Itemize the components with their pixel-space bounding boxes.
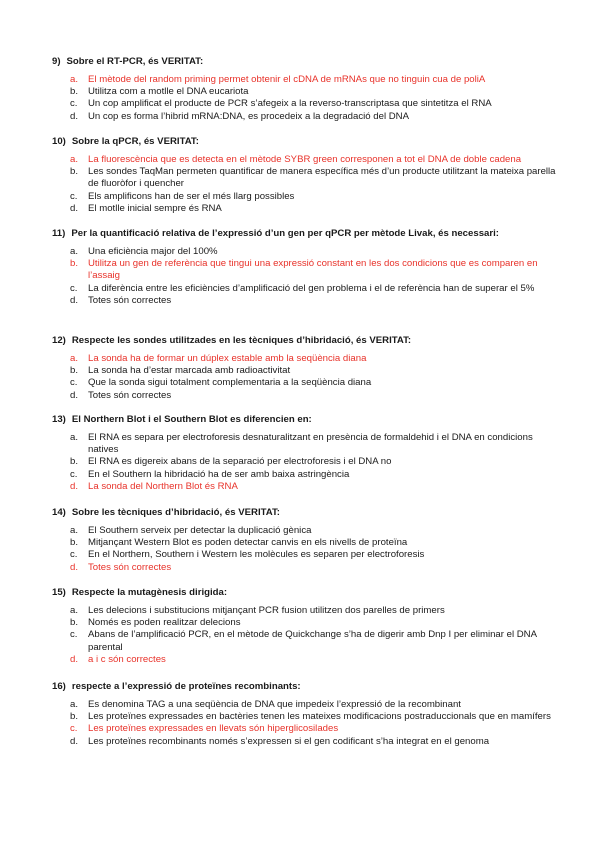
question-11 <box>52 228 562 307</box>
question-15 <box>52 587 562 666</box>
question-title: 14) Sobre les tècniques d’hibridació, és VERITAT: <box>52 507 280 518</box>
question-title: 12) Respecte les sondes utilitzades en les tècniques d’hibridació, és VERITAT: <box>52 335 412 346</box>
option-d: d. Totes són correctes <box>70 561 172 573</box>
option-a: a. El RNA es separa per electroforesis desnaturalitzant en presència de formaldehid i el DNA en condicions natives <box>70 432 533 456</box>
option-c: c. Abans de l’amplificació PCR, en el mètode de Quickchange s’ha de digerir amb Dnp I per eliminar el DNA parental <box>70 629 537 653</box>
question-13 <box>52 414 562 493</box>
option-c: c. Els amplificons han de ser el més llarg possibles <box>70 190 295 202</box>
option-a: a. Es denomina TAG a una seqüència de DNA que impedeix l’expressió de la recombinant <box>70 699 461 710</box>
options-list <box>52 154 562 215</box>
options-list <box>52 246 562 307</box>
option-a: a. El Southern serveix per detectar la duplicació gènica <box>70 525 312 536</box>
option-c: c. En el Northern, Southern i Western les molècules es separen per electroforesis <box>70 549 425 561</box>
option-c: c. Les proteïnes expressades en llevats són hiperglicosilades <box>70 723 339 735</box>
option-b: b. El RNA es digereix abans de la separació per electroforesis i el DNA no <box>70 456 392 468</box>
option-d: d. Un cop es forma l’hibrid mRNA:DNA, es procedeix a la degradació del DNA <box>70 110 409 122</box>
option-d: d. El motlle inicial sempre és RNA <box>70 202 222 214</box>
option-a: a. La fluorescència que es detecta en el mètode SYBR green corresponen a tot el DNA de doble cadena <box>70 154 522 165</box>
question-10 <box>52 136 562 215</box>
option-d: d. La sonda del Northern Blot és RNA <box>70 480 238 492</box>
question-title: 13) El Northern Blot i el Southern Blot es diferencien en: <box>52 414 312 425</box>
option-d: d. Totes són correctes <box>70 294 172 306</box>
options-list <box>52 432 562 493</box>
option-b: b. Utilitza un gen de referència que tingui una expressió constant en les dos condicions que es comparen en l’assaig <box>70 258 538 282</box>
option-b: b. Mitjançant Western Blot es poden detectar canvis en els nivells de proteïna <box>70 537 408 549</box>
options-list <box>52 699 562 748</box>
option-c: c. Un cop amplificat el producte de PCR s’afegeix a la reverso-transcriptasa que sintetitza el RNA <box>70 98 492 110</box>
option-c: c. En el Southern la hibridació ha de ser amb baixa astringència <box>70 468 350 480</box>
question-16 <box>52 681 562 748</box>
options-list <box>52 525 562 574</box>
question-title: 16) respecte a l’expressió de proteïnes recombinants: <box>52 681 301 692</box>
question-9 <box>52 56 562 123</box>
option-a: a. Les delecions i substitucions mitjançant PCR fusion utilitzen dos parelles de primers <box>70 605 445 616</box>
question-title: 9) Sobre el RT-PCR, és VERITAT: <box>52 56 204 67</box>
options-list <box>52 353 562 402</box>
option-d: d. a i c són correctes <box>70 653 166 665</box>
options-list <box>52 74 562 123</box>
option-d: d. Totes són correctes <box>70 389 172 401</box>
option-b: b. Només es poden realitzar delecions <box>70 617 241 629</box>
option-a: a. La sonda ha de formar un dúplex estable amb la seqüència diana <box>70 353 367 364</box>
question-title: 10) Sobre la qPCR, és VERITAT: <box>52 136 199 147</box>
option-d: d. Les proteïnes recombinants només s’expressen si el gen codificant s’ha integrat en el genoma <box>70 735 490 747</box>
question-12 <box>52 335 562 402</box>
question-14 <box>52 507 562 574</box>
question-title: 15) Respecte la mutagènesis dirigida: <box>52 587 228 598</box>
option-c: c. Que la sonda sigui totalment complementaria a la seqüència diana <box>70 377 372 389</box>
option-b: b. La sonda ha d’estar marcada amb radioactivitat <box>70 365 291 377</box>
options-list <box>52 605 562 666</box>
option-a: a. Una eficiència major del 100% <box>70 246 218 257</box>
question-title: 11) Per la quantificació relativa de l’expressió d’un gen per qPCR per mètode Livak, és necessari: <box>52 228 499 239</box>
option-c: c. La diferència entre les eficiències d’amplificació del gen problema i el de referència han de superar el 5% <box>70 282 535 294</box>
option-b: b. Utilitza com a motlle el DNA eucariota <box>70 86 249 98</box>
option-a: a. El mètode del random priming permet obtenir el cDNA de mRNAs que no tinguin cua de poliA <box>70 74 486 85</box>
option-b: b. Les proteïnes expressades en bactèries tenen les mateixes modificacions postraduccionals que en mamífers <box>70 711 551 723</box>
option-b: b. Les sondes TaqMan permeten quantificar de manera específica més d’un producte utilitzant la mateixa parella de fluoròfor i quencher <box>70 166 556 190</box>
